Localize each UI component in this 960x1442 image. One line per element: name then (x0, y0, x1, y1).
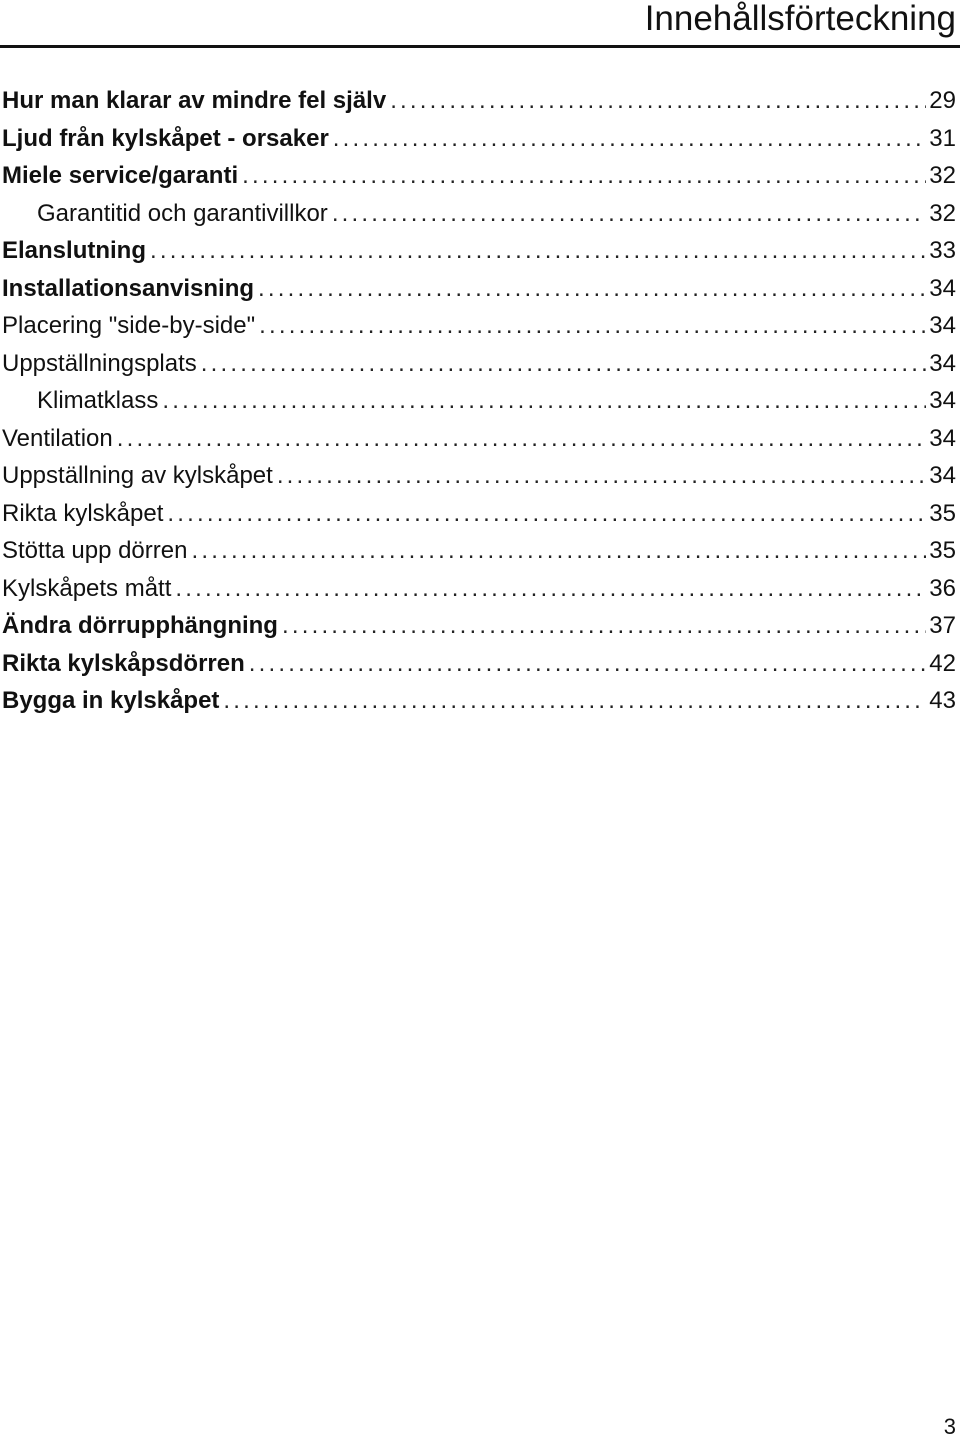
toc-dot-leader (249, 645, 927, 683)
toc-entry-label: Installationsanvisning (2, 274, 255, 302)
toc-dot-leader (191, 532, 926, 570)
toc-entry[interactable] (2, 345, 956, 383)
toc-entry-label: Elanslutning (2, 237, 146, 264)
toc-entry[interactable] (2, 645, 956, 683)
toc-entry-page: 35 (929, 499, 956, 527)
toc-entry[interactable] (2, 232, 956, 270)
toc-dot-leader (390, 82, 926, 120)
toc-dot-leader (167, 495, 926, 533)
toc-entry-page: 36 (929, 574, 956, 602)
toc-dot-leader (201, 345, 927, 383)
toc-entry[interactable] (2, 270, 956, 308)
toc-entry-label: Rikta kylskåpet (2, 499, 164, 527)
toc-entry-page: 34 (929, 312, 956, 339)
toc-dot-leader (332, 195, 926, 233)
toc-dot-leader (162, 382, 926, 420)
toc-dot-leader (150, 232, 926, 270)
toc-entry-page: 34 (929, 424, 956, 452)
toc-dot-leader (175, 570, 926, 608)
toc-entry-label: Garantitid och garantivillkor (37, 199, 328, 227)
toc-entry-page: 34 (929, 387, 956, 414)
toc-entry-page: 35 (929, 537, 956, 564)
toc-entry-page: 32 (929, 162, 956, 189)
toc-dot-leader (333, 120, 927, 158)
toc-entry-page: 37 (929, 612, 956, 639)
toc-entry-label: Ändra dörrupphängning (2, 612, 278, 639)
toc-entry-page: 34 (929, 462, 956, 489)
toc-entry[interactable] (2, 82, 956, 120)
title-divider (0, 45, 960, 48)
toc-entry-page: 31 (929, 124, 956, 152)
toc-entry-label: Bygga in kylskåpet (2, 687, 220, 714)
toc-entry-page: 43 (929, 687, 956, 714)
toc-entry-label: Kylskåpets mått (2, 574, 172, 602)
toc-entry-label: Stötta upp dörren (2, 537, 188, 564)
toc-entry-page: 33 (929, 237, 956, 264)
toc-entry[interactable] (2, 532, 956, 570)
toc-entry[interactable] (2, 120, 956, 158)
toc-entry-page: 32 (929, 199, 956, 227)
toc-dot-leader (223, 682, 926, 720)
table-of-contents (2, 82, 956, 720)
toc-entry[interactable] (2, 157, 956, 195)
toc-entry-label: Ventilation (2, 424, 113, 452)
toc-entry-page: 29 (929, 87, 956, 114)
toc-entry[interactable] (2, 570, 956, 608)
toc-dot-leader (242, 157, 926, 195)
toc-entry[interactable] (2, 607, 956, 645)
toc-entry[interactable] (2, 307, 956, 345)
page-title: Innehållsförteckning (644, 0, 956, 38)
toc-dot-leader (277, 457, 926, 495)
toc-entry[interactable] (2, 382, 956, 420)
toc-entry-label: Placering "side-by-side" (2, 312, 256, 339)
toc-entry[interactable] (2, 457, 956, 495)
toc-entry-label: Uppställningsplats (2, 349, 197, 377)
toc-entry-page: 42 (929, 649, 956, 677)
toc-entry[interactable] (2, 420, 956, 458)
toc-dot-leader (282, 607, 926, 645)
page-number: 3 (943, 1414, 956, 1439)
toc-dot-leader (259, 307, 926, 345)
toc-entry[interactable] (2, 195, 956, 233)
toc-entry-label: Rikta kylskåpsdörren (2, 649, 245, 677)
toc-dot-leader (117, 420, 927, 458)
toc-entry-label: Ljud från kylskåpet - orsaker (2, 124, 329, 152)
toc-entry-label: Miele service/garanti (2, 162, 239, 189)
toc-entry-page: 34 (929, 349, 956, 377)
toc-dot-leader (258, 270, 926, 308)
toc-entry-label: Klimatklass (37, 387, 159, 414)
toc-entry[interactable] (2, 495, 956, 533)
toc-entry-page: 34 (929, 274, 956, 302)
toc-entry-label: Uppställning av kylskåpet (2, 462, 273, 489)
toc-entry[interactable] (2, 682, 956, 720)
toc-entry-label: Hur man klarar av mindre fel själv (2, 87, 387, 114)
